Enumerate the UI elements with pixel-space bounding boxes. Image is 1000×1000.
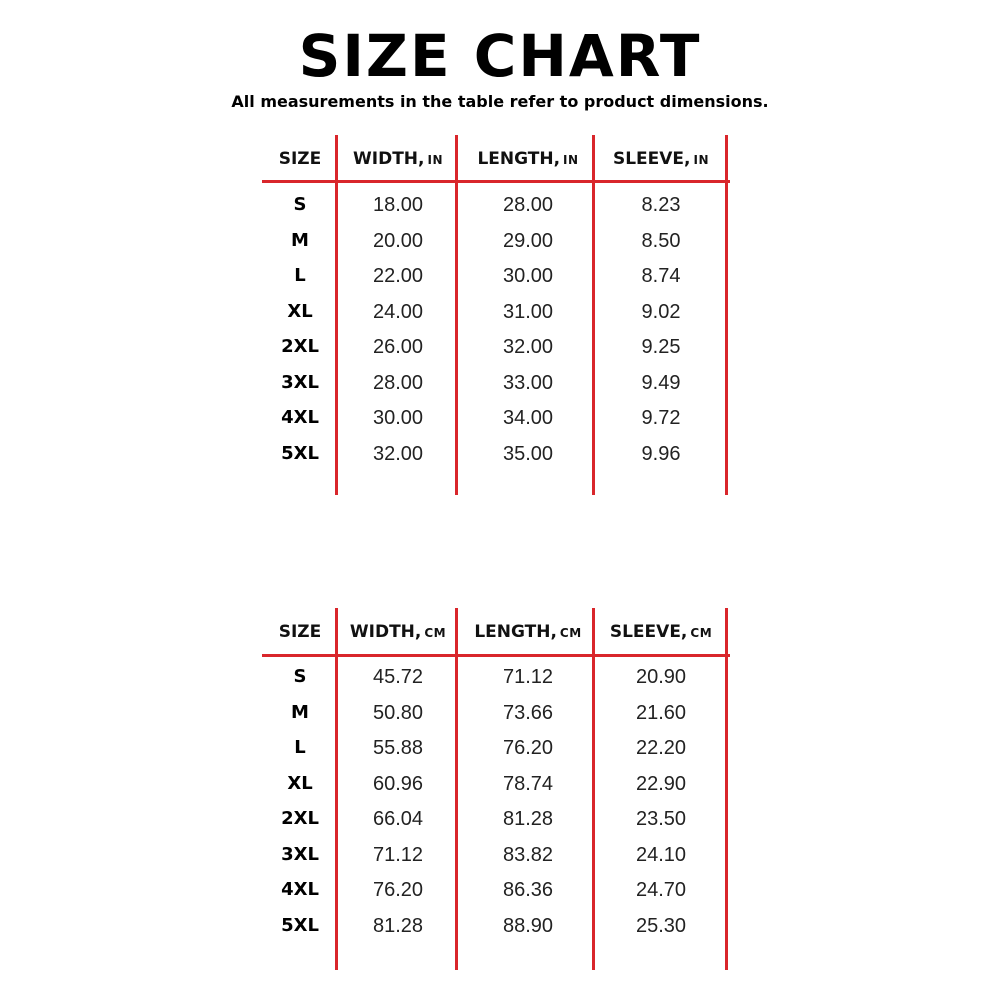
cell-length: 31.00 [502, 301, 554, 323]
cell-size: L [294, 737, 306, 758]
cell-length: 35.00 [502, 443, 554, 465]
cell-width: 24.00 [372, 301, 424, 323]
cell-width: 76.20 [372, 879, 424, 901]
cell-size: 5XL [281, 443, 319, 464]
header-sleeve [586, 147, 736, 172]
cell-size: S [293, 194, 307, 215]
cell-width: 71.12 [372, 844, 424, 866]
cell-length: 30.00 [502, 265, 554, 287]
cell-sleeve: 24.10 [635, 844, 687, 866]
header-sleeve [586, 620, 736, 645]
page-title: SIZE CHART [298, 22, 702, 90]
cell-size: M [291, 230, 309, 251]
cell-length: 28.00 [502, 194, 554, 216]
cell-size: 4XL [281, 407, 319, 428]
cell-size: 4XL [281, 879, 319, 900]
cell-length: 78.74 [502, 773, 554, 795]
cell-length: 73.66 [502, 702, 554, 724]
cell-sleeve: 8.23 [641, 194, 681, 216]
header-unit: IN [693, 153, 710, 167]
cell-size: L [294, 265, 306, 286]
cell-sleeve: 24.70 [635, 879, 687, 901]
cell-width: 28.00 [372, 372, 424, 394]
header-label: WIDTH, [349, 622, 422, 642]
header-width [329, 147, 467, 172]
cell-size: 5XL [281, 915, 319, 936]
cell-sleeve: 9.72 [641, 407, 681, 429]
cell-sleeve: 22.90 [635, 773, 687, 795]
cell-width: 18.00 [372, 194, 424, 216]
header-label: LENGTH, [477, 149, 561, 169]
cell-length: 34.00 [502, 407, 554, 429]
cell-size: XL [287, 773, 313, 794]
header-underline [262, 654, 730, 657]
header-length [451, 620, 605, 645]
header-label: SLEEVE, [609, 622, 688, 642]
cell-size: S [293, 666, 307, 687]
header-length [451, 147, 605, 172]
cell-sleeve: 9.96 [641, 443, 681, 465]
page-subtitle: All measurements in the table refer to product dimensions. [231, 92, 769, 111]
size-table-inches [0, 135, 1000, 495]
cell-size: XL [287, 301, 313, 322]
cell-width: 26.00 [372, 336, 424, 358]
cell-sleeve: 9.02 [641, 301, 681, 323]
header-unit: IN [427, 153, 443, 167]
cell-length: 83.82 [502, 844, 554, 866]
cell-length: 29.00 [502, 230, 554, 252]
cell-width: 55.88 [372, 737, 424, 759]
cell-sleeve: 20.90 [635, 666, 687, 688]
cell-width: 20.00 [372, 230, 424, 252]
cell-size: 3XL [281, 844, 319, 865]
cell-size: 3XL [281, 372, 319, 393]
cell-length: 81.28 [502, 808, 554, 830]
cell-length: 33.00 [502, 372, 554, 394]
header-label: SIZE [278, 149, 322, 169]
header-unit: CM [559, 626, 582, 640]
cell-sleeve: 23.50 [635, 808, 687, 830]
header-unit: CM [424, 626, 447, 640]
cell-size: 2XL [281, 336, 319, 357]
cell-size: 2XL [281, 808, 319, 829]
cell-sleeve: 21.60 [635, 702, 687, 724]
cell-sleeve: 8.50 [641, 230, 681, 252]
cell-width: 50.80 [372, 702, 424, 724]
cell-width: 66.04 [372, 808, 424, 830]
header-width [329, 620, 467, 645]
cell-width: 45.72 [372, 666, 424, 688]
cell-length: 88.90 [502, 915, 554, 937]
cell-width: 81.28 [372, 915, 424, 937]
header-label: LENGTH, [474, 622, 557, 642]
cell-size: M [291, 702, 309, 723]
cell-width: 30.00 [372, 407, 424, 429]
cell-width: 32.00 [372, 443, 424, 465]
cell-width: 60.96 [372, 773, 424, 795]
cell-sleeve: 9.49 [641, 372, 681, 394]
cell-length: 32.00 [502, 336, 554, 358]
cell-width: 22.00 [372, 265, 424, 287]
cell-sleeve: 9.25 [641, 336, 681, 358]
cell-length: 86.36 [502, 879, 554, 901]
header-label: SIZE [278, 622, 322, 642]
header-unit: IN [563, 153, 579, 167]
size-table-cm [0, 608, 1000, 970]
cell-sleeve: 22.20 [635, 737, 687, 759]
header-underline [262, 180, 730, 183]
header-unit: CM [690, 626, 713, 640]
cell-sleeve: 25.30 [635, 915, 687, 937]
cell-length: 76.20 [502, 737, 554, 759]
header-label: SLEEVE, [612, 149, 691, 169]
cell-length: 71.12 [502, 666, 554, 688]
cell-sleeve: 8.74 [641, 265, 681, 287]
header-label: WIDTH, [353, 149, 425, 169]
